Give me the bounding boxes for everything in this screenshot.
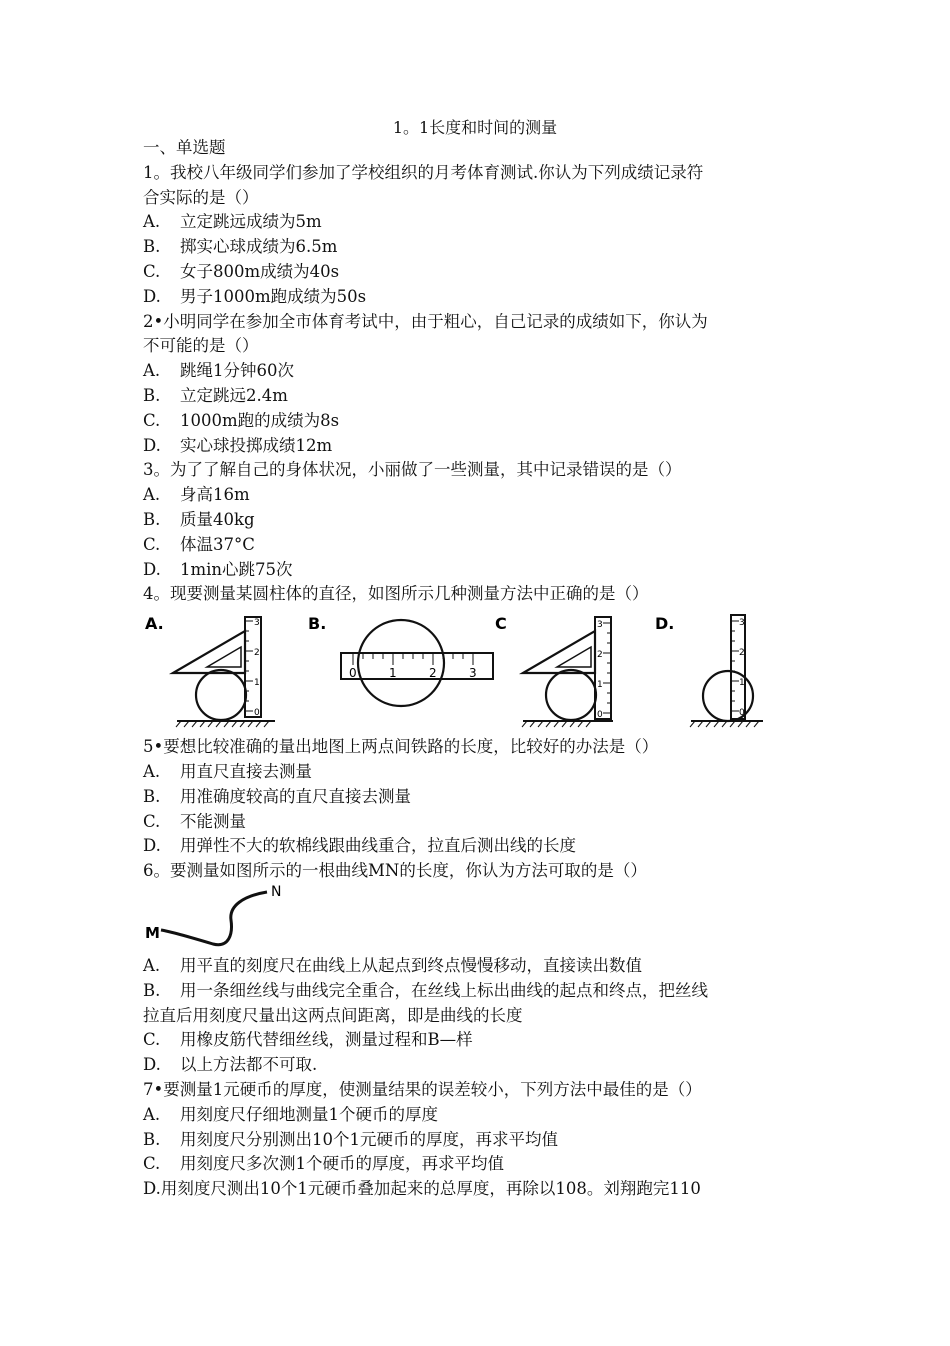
question-3-option-d: D. 1min心跳75次 bbox=[143, 559, 293, 579]
question-6-stem: 6。要测量如图所示的一根曲线MN的长度，你认为方法可取的是（） bbox=[143, 861, 647, 881]
cylinder-a bbox=[196, 670, 246, 720]
question-6-figure bbox=[143, 882, 813, 952]
question-1-stem-line-1: 1。我校八年级同学们参加了学校组织的月考体育测试.你认为下列成绩记录符 bbox=[143, 162, 704, 182]
question-6-option-d: D. 以上方法都不可取. bbox=[143, 1055, 318, 1075]
question-1-option-c: C. 女子800m成绩为40s bbox=[143, 261, 340, 281]
question-2-stem-line-2: 不可能的是（） bbox=[143, 336, 259, 356]
question-3-option-c: C. 体温37°C bbox=[143, 534, 255, 554]
ruler-c-tick-0: 0 bbox=[597, 710, 603, 721]
ruler-b-tick-0: 0 bbox=[349, 666, 357, 681]
question-3-stem: 3。为了了解自己的身体状况，小丽做了一些测量，其中记录错误的是（） bbox=[143, 460, 682, 480]
question-2-option-d: D. 实心球投掷成绩12m bbox=[143, 435, 333, 455]
ruler-d-tick-0: 0 bbox=[739, 708, 745, 719]
question-6-option-c: C. 用橡皮筋代替细丝线，测量过程和B—样 bbox=[143, 1030, 473, 1050]
question-5-stem: 5•要想比较准确的量出地图上两点间铁路的长度，比较好的办法是（） bbox=[143, 737, 659, 757]
question-5-option-b: B. 用准确度较高的直尺直接去测量 bbox=[143, 786, 411, 806]
ruler-c-ticks bbox=[603, 623, 611, 713]
question-4-stem: 4。现要测量某圆柱体的直径，如图所示几种测量方法中正确的是（） bbox=[143, 584, 649, 604]
ruler-d-tick-2: 2 bbox=[739, 648, 745, 659]
curve-mn bbox=[161, 892, 267, 945]
ruler-c bbox=[595, 617, 611, 719]
question-1-option-b: B. 掷实心球成绩为6.5m bbox=[143, 237, 338, 257]
ruler-c-tick-3: 3 bbox=[597, 620, 603, 631]
ruler-a-tick-1: 1 bbox=[254, 678, 260, 689]
question-7-option-a: A. 用刻度尺仔细地测量1个硬币的厚度 bbox=[143, 1104, 438, 1124]
cylinder-c bbox=[546, 670, 596, 720]
document-title: 1。1长度和时间的测量 bbox=[392, 118, 558, 137]
curve-label-n: N bbox=[271, 883, 282, 900]
ruler-c-tick-2: 2 bbox=[597, 650, 603, 661]
curve-mn-diagram bbox=[143, 882, 813, 952]
ruler-d-tick-3: 3 bbox=[739, 618, 745, 629]
question-2-stem-line-1: 2•小明同学在参加全市体育考试中，由于粗心，自己记录的成绩如下，你认为 bbox=[143, 311, 708, 331]
ruler-a-tick-3: 3 bbox=[254, 618, 260, 629]
question-7-option-b: B. 用刻度尺分别测出10个1元硬币的厚度，再求平均值 bbox=[143, 1129, 558, 1149]
figure-label-c: C bbox=[495, 614, 507, 634]
question-7-stem: 7•要测量1元硬币的厚度，使测量结果的误差较小，下列方法中最佳的是（） bbox=[143, 1079, 702, 1099]
question-2-option-b: B. 立定跳远2.4m bbox=[143, 385, 288, 405]
ruler-b-ticks bbox=[353, 653, 473, 665]
question-5-option-a: A. 用直尺直接去测量 bbox=[143, 761, 312, 781]
question-6-option-b-line-1: B. 用一条细丝线与曲线完全重合，在丝线上标出曲线的起点和终点，把丝线 bbox=[143, 980, 708, 1000]
cylinder-b bbox=[358, 620, 444, 706]
question-7-option-c: C. 用刻度尺多次测1个硬币的厚度，再求平均值 bbox=[143, 1154, 504, 1174]
curve-label-m: M bbox=[145, 923, 160, 942]
question-1-stem-line-2: 合实际的是（） bbox=[143, 187, 259, 207]
cylinder-measurement-diagram bbox=[143, 611, 813, 733]
ruler-a-tick-2: 2 bbox=[254, 648, 260, 659]
document-body bbox=[143, 136, 813, 1202]
question-6-option-a: A. 用平直的刻度尺在曲线上从起点到终点慢慢移动，直接读出数值 bbox=[143, 955, 642, 975]
figure-label-b: B. bbox=[308, 614, 327, 634]
question-3-option-b: B. 质量40kg bbox=[143, 509, 255, 529]
figure-label-d: D. bbox=[655, 614, 675, 634]
question-1-option-a: A. 立定跳远成绩为5m bbox=[143, 212, 322, 232]
ruler-d-tick-1: 1 bbox=[739, 678, 745, 689]
ruler-d-ticks bbox=[731, 621, 739, 711]
ruler-b-tick-3: 3 bbox=[469, 666, 477, 681]
question-2-option-c: C. 1000m跑的成绩为8s bbox=[143, 410, 340, 430]
question-2-option-a: A. 跳绳1分钟60次 bbox=[143, 361, 294, 381]
ruler-c-tick-1: 1 bbox=[597, 680, 603, 691]
question-5-option-d: D. 用弹性不大的软棉线跟曲线重合，拉直后测出线的长度 bbox=[143, 836, 576, 856]
figure-label-a: A. bbox=[145, 614, 164, 634]
ruler-a bbox=[245, 617, 261, 717]
question-5-option-c: C. 不能测量 bbox=[143, 811, 246, 831]
ruler-a-tick-0: 0 bbox=[254, 708, 260, 719]
question-7-option-d-and-question-8: D.用刻度尺测出10个1元硬币叠加起来的总厚度，再除以108。刘翔跑完110 bbox=[143, 1179, 701, 1199]
question-3-option-a: A. 身高16m bbox=[143, 485, 250, 505]
question-6-option-b-line-2: 拉直后用刻度尺量出这两点间距离，即是曲线的长度 bbox=[143, 1005, 523, 1025]
section-heading: 一、单选题 bbox=[143, 138, 226, 157]
ruler-b-tick-1: 1 bbox=[389, 666, 397, 681]
question-1-option-d: D. 男子1000m跑成绩为50s bbox=[143, 286, 367, 306]
question-4-figure bbox=[143, 611, 813, 733]
ruler-b-tick-2: 2 bbox=[429, 666, 437, 681]
